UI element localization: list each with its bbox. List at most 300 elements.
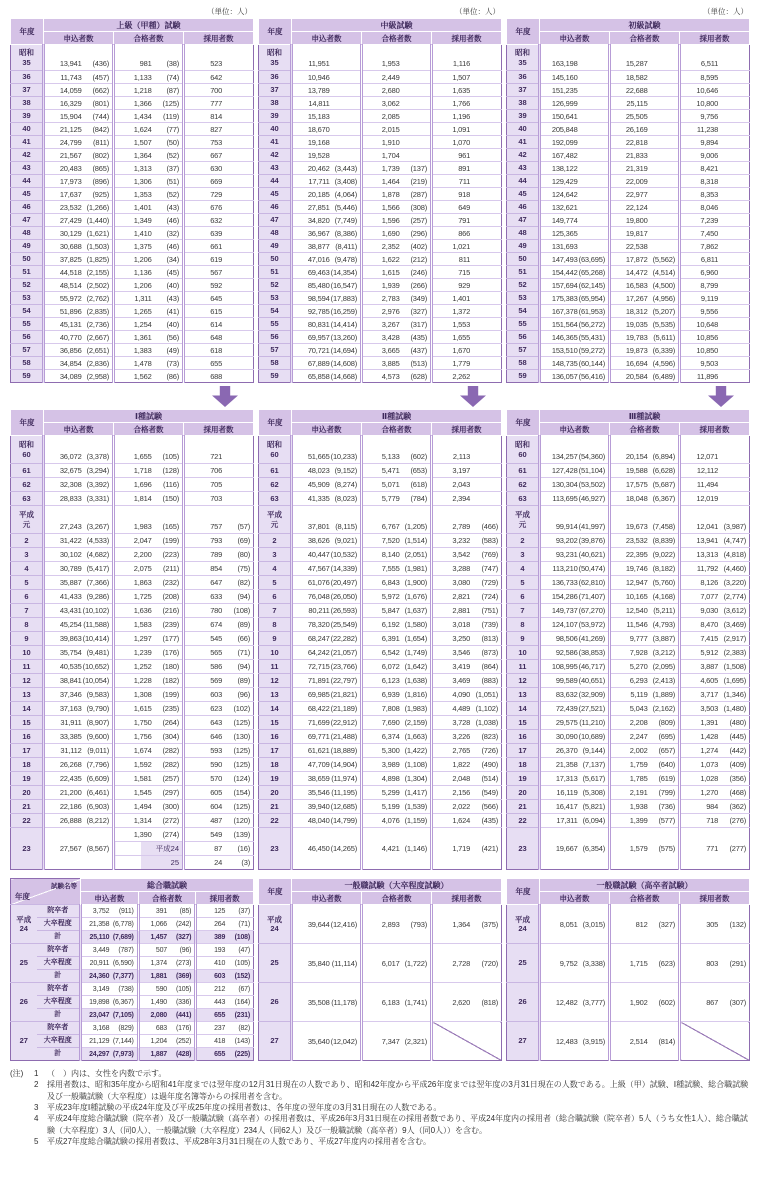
data-cell: 19,746 (8,182) xyxy=(610,562,680,576)
year-cell: 44 xyxy=(507,175,540,188)
table-row xyxy=(11,279,254,292)
col-header: 合格者数 xyxy=(114,423,184,436)
data-cell: 68,247 (22,282) xyxy=(292,632,362,646)
col-header: 申込者数 xyxy=(292,423,362,436)
year-cell: 14 xyxy=(259,702,292,716)
data-cell: 2,765 (726) xyxy=(432,744,502,758)
table-row xyxy=(259,201,502,214)
data-cell: 771 (277) xyxy=(680,828,750,870)
exam-type-cell: 院卒者 xyxy=(37,944,81,957)
data-cell: 46,450 (14,265) xyxy=(292,828,362,870)
year-cell: 昭和 35 xyxy=(507,45,540,71)
data-cell: 9,777 (3,887) xyxy=(610,632,680,646)
col-header: 合格者数 xyxy=(362,423,432,436)
data-cell: 961 xyxy=(432,149,502,162)
table-row xyxy=(507,716,750,730)
year-cell: 11 xyxy=(507,660,540,674)
data-cell: 193 (47) xyxy=(196,944,254,957)
data-cell: 12,540 (5,211) xyxy=(610,604,680,618)
table-row xyxy=(259,464,502,478)
year-cell: 54 xyxy=(507,305,540,318)
year-cell: 3 xyxy=(11,548,44,562)
year-cell: 26 xyxy=(11,983,37,1022)
table-row xyxy=(11,1009,254,1022)
data-cell: 1,655 (105) xyxy=(114,436,184,464)
data-cell: 619 xyxy=(184,253,254,266)
year-cell: 52 xyxy=(259,279,292,292)
table-row xyxy=(11,344,254,357)
data-cell: 8,595 xyxy=(680,71,750,84)
year-cell: 6 xyxy=(259,590,292,604)
table-row xyxy=(259,702,502,716)
data-cell: 1,759 (640) xyxy=(610,758,680,772)
data-cell: 812 (327) xyxy=(610,905,680,944)
data-cell: 1,696 (116) xyxy=(114,478,184,492)
data-cell: 418 (143) xyxy=(196,1035,254,1048)
data-cell: 39,644 (12,416) xyxy=(292,905,362,944)
exam-type-cell: 計 xyxy=(37,970,81,983)
table-row xyxy=(11,758,254,772)
table-row xyxy=(259,436,502,464)
data-cell: 26,888 (8,212) xyxy=(44,814,114,828)
table-row xyxy=(507,983,750,1022)
table-row xyxy=(259,814,502,828)
data-cell: 51,665 (10,233) xyxy=(292,436,362,464)
col-header: 合格者数 xyxy=(610,32,680,45)
year-cell: 25 xyxy=(507,944,540,983)
data-cell: 17,313 (5,617) xyxy=(540,772,610,786)
year-cell: 40 xyxy=(507,123,540,136)
table-row xyxy=(11,646,254,660)
data-cell: 5,847 (1,637) xyxy=(362,604,432,618)
table-row xyxy=(11,548,254,562)
col-header: 申込者数 xyxy=(44,32,114,45)
year-cell: 10 xyxy=(259,646,292,660)
table-row xyxy=(259,175,502,188)
table-row xyxy=(507,292,750,305)
unit-label: （単位：人） xyxy=(455,7,500,16)
data-cell: 2,047 (199) xyxy=(114,534,184,548)
exam-type-cell: 大卒程度 xyxy=(37,957,81,970)
data-cell: 603 (152) xyxy=(196,970,254,983)
data-cell: 33,385 (9,600) xyxy=(44,730,114,744)
col-header: 採用者数 xyxy=(680,32,750,45)
data-cell: 2,015 xyxy=(362,123,432,136)
data-cell: 124,107 (53,972) xyxy=(540,618,610,632)
data-cell: 125,365 xyxy=(540,227,610,240)
table-row xyxy=(11,716,254,730)
data-cell: 2,208 (809) xyxy=(610,716,680,730)
data-cell: 36,072 (3,378) xyxy=(44,436,114,464)
table-row xyxy=(11,1048,254,1061)
year-cell: 53 xyxy=(259,292,292,305)
data-cell: 1,739 (137) xyxy=(362,162,432,175)
table-row xyxy=(507,175,750,188)
year-cell: 昭和 60 xyxy=(11,436,44,464)
exam-type-cell: 計 xyxy=(37,1048,81,1061)
data-cell: 6,391 (1,654) xyxy=(362,632,432,646)
col-header: 採用者数 xyxy=(680,892,750,905)
data-cell: 108,995 (46,717) xyxy=(540,660,610,674)
data-cell: 753 xyxy=(184,136,254,149)
data-cell: 6,017 (1,722) xyxy=(362,944,432,983)
data-cell: 4,076 (1,159) xyxy=(362,814,432,828)
data-cell: 10,800 xyxy=(680,97,750,110)
data-cell: 615 xyxy=(184,305,254,318)
data-cell: 1,674 (282) xyxy=(114,744,184,758)
data-cell: 151,235 xyxy=(540,84,610,97)
year-cell: 37 xyxy=(11,84,44,97)
data-cell: 80,211 (26,593) xyxy=(292,604,362,618)
data-cell: 1,073 (409) xyxy=(680,758,750,772)
data-cell: 149,774 xyxy=(540,214,610,227)
year-cell: 13 xyxy=(507,688,540,702)
data-cell: 5,972 (1,676) xyxy=(362,590,432,604)
data-cell: 5,471 (653) xyxy=(362,464,432,478)
data-cell: 13,941 (436) xyxy=(44,45,114,71)
data-cell: 1,507 (50) xyxy=(114,136,184,149)
data-cell: 655 xyxy=(184,357,254,370)
col-header: 合格者数 xyxy=(610,892,680,905)
data-cell: 167,378 (61,953) xyxy=(540,305,610,318)
table-row xyxy=(11,436,254,464)
data-cell: 29,575 (11,210) xyxy=(540,716,610,730)
data-cell: 13,313 (4,818) xyxy=(680,548,750,562)
data-cell: 3,168 (829) xyxy=(81,1022,139,1035)
data-cell: 1,583 (239) xyxy=(114,618,184,632)
data-cell: 5,133 (602) xyxy=(362,436,432,464)
table-row xyxy=(507,357,750,370)
data-cell: 2,514 (814) xyxy=(610,1022,680,1061)
data-cell: 19,898 (6,367) xyxy=(81,996,139,1009)
data-cell: 19,035 (5,535) xyxy=(610,318,680,331)
table-row xyxy=(507,534,750,548)
data-cell: 192,099 xyxy=(540,136,610,149)
data-cell: 44,518 (2,155) xyxy=(44,266,114,279)
table-row xyxy=(507,604,750,618)
year-cell: 46 xyxy=(11,201,44,214)
data-cell: 87 (16) xyxy=(184,842,254,856)
table-row xyxy=(259,786,502,800)
data-cell: 1,206 (40) xyxy=(114,279,184,292)
data-cell: 38,659 (11,974) xyxy=(292,772,362,786)
table-row xyxy=(507,464,750,478)
year-cell: 18 xyxy=(507,758,540,772)
data-cell: 2,262 xyxy=(432,370,502,383)
data-cell: 1,704 xyxy=(362,149,432,162)
table-row xyxy=(259,253,502,266)
data-cell: 7,450 xyxy=(680,227,750,240)
data-cell: 1,228 (182) xyxy=(114,674,184,688)
data-cell: 9,503 xyxy=(680,357,750,370)
table-row xyxy=(259,123,502,136)
year-cell: 12 xyxy=(507,674,540,688)
data-cell: 9,756 xyxy=(680,110,750,123)
col-header: 採用者数 xyxy=(432,892,502,905)
data-cell: 2,789 (466) xyxy=(432,506,502,534)
unit-label: （単位：人） xyxy=(703,7,748,16)
year-cell: 20 xyxy=(259,786,292,800)
data-cell: 2,002 (657) xyxy=(610,744,680,758)
year-header: 年度 xyxy=(507,19,540,45)
col-header: 採用者数 xyxy=(432,423,502,436)
data-cell: 645 xyxy=(184,292,254,305)
year-cell: 2 xyxy=(507,534,540,548)
data-cell: 711 xyxy=(432,175,502,188)
table-row xyxy=(259,744,502,758)
year-cell: 11 xyxy=(11,660,44,674)
table-sogoshoku-shiken xyxy=(10,878,254,1061)
year-cell: 46 xyxy=(507,201,540,214)
data-cell: 16,119 (5,308) xyxy=(540,786,610,800)
col-header: 採用者数 xyxy=(196,892,254,905)
data-cell: 676 xyxy=(184,201,254,214)
table-row xyxy=(259,318,502,331)
data-cell: 8,353 xyxy=(680,188,750,201)
data-cell: 43,431 (10,102) xyxy=(44,604,114,618)
table-row xyxy=(507,1022,750,1061)
data-cell: 2,048 (514) xyxy=(432,772,502,786)
table-jokyu-shiken xyxy=(10,18,254,383)
transition-arrows xyxy=(10,386,750,407)
data-cell: 7,555 (1,981) xyxy=(362,562,432,576)
data-cell: 17,267 (4,956) xyxy=(610,292,680,305)
year-cell: 58 xyxy=(259,357,292,370)
data-cell: 1,581 (257) xyxy=(114,772,184,786)
year-cell: 5 xyxy=(11,576,44,590)
year-cell: 45 xyxy=(507,188,540,201)
data-cell: 3,887 (1,508) xyxy=(680,660,750,674)
table-row xyxy=(11,905,254,918)
table-row xyxy=(507,162,750,175)
table-row xyxy=(11,227,254,240)
data-cell: 130,304 (53,502) xyxy=(540,478,610,492)
table-ippanshoku-daisotsu xyxy=(258,878,502,1061)
down-arrow-icon xyxy=(708,386,734,407)
table-row xyxy=(259,730,502,744)
data-cell: 2,728 (720) xyxy=(432,944,502,983)
year-header: 年度 xyxy=(259,19,292,45)
data-cell: 22,538 xyxy=(610,240,680,253)
table-row xyxy=(507,436,750,464)
data-cell: 639 xyxy=(184,227,254,240)
table-row xyxy=(259,279,502,292)
data-cell: 35,840 (11,114) xyxy=(292,944,362,983)
year-cell: 19 xyxy=(11,772,44,786)
data-cell: 80,831 (14,414) xyxy=(292,318,362,331)
data-cell: 7,928 (3,212) xyxy=(610,646,680,660)
table-row xyxy=(259,344,502,357)
table-row xyxy=(259,590,502,604)
year-cell: 53 xyxy=(507,292,540,305)
year-cell: 14 xyxy=(507,702,540,716)
year-cell: 47 xyxy=(259,214,292,227)
year-cell: 25 xyxy=(11,944,37,983)
data-cell: 1,566 (308) xyxy=(362,201,432,214)
data-cell: 5,270 (2,095) xyxy=(610,660,680,674)
data-cell: 99,914 (41,997) xyxy=(540,506,610,534)
data-cell: 14,472 (4,514) xyxy=(610,266,680,279)
data-cell: 21,358 (6,778) xyxy=(81,918,139,931)
table-row xyxy=(11,534,254,548)
data-cell: 20,483 (865) xyxy=(44,162,114,175)
table-row xyxy=(11,674,254,688)
data-cell: 1,766 xyxy=(432,97,502,110)
data-cell: 1,655 xyxy=(432,331,502,344)
data-cell: 45,131 (2,736) xyxy=(44,318,114,331)
data-cell: 1,374 (273) xyxy=(138,957,196,970)
data-cell: 17,575 (5,687) xyxy=(610,478,680,492)
table-row xyxy=(259,604,502,618)
data-cell: 1,553 xyxy=(432,318,502,331)
data-cell: 5,300 (1,422) xyxy=(362,744,432,758)
data-cell: 8,126 (3,220) xyxy=(680,576,750,590)
data-cell: 30,789 (5,417) xyxy=(44,562,114,576)
year-cell: 16 xyxy=(507,730,540,744)
table-title: 一般職試験（高卒者試験） xyxy=(540,879,750,892)
data-cell: 157,694 (62,145) xyxy=(540,279,610,292)
data-cell: 45,909 (8,274) xyxy=(292,478,362,492)
table-title: Ⅲ種試験 xyxy=(540,410,750,423)
data-cell: 34,854 (2,836) xyxy=(44,357,114,370)
table-row xyxy=(11,331,254,344)
table-row xyxy=(11,162,254,175)
data-cell: 7,808 (1,983) xyxy=(362,702,432,716)
data-cell: 18,670 xyxy=(292,123,362,136)
data-cell: 167,482 xyxy=(540,149,610,162)
data-cell: 2,156 (549) xyxy=(432,786,502,800)
note-item xyxy=(10,1136,750,1147)
exam-type-cell: 院卒者 xyxy=(37,983,81,996)
table-row xyxy=(11,562,254,576)
data-table xyxy=(10,18,254,383)
data-cell: 10,648 xyxy=(680,318,750,331)
table-row xyxy=(507,123,750,136)
data-table xyxy=(506,409,750,870)
data-cell: 1,308 (199) xyxy=(114,688,184,702)
data-cell: 1,066 (242) xyxy=(138,918,196,931)
year-cell: 54 xyxy=(259,305,292,318)
year-cell: 平成 24 xyxy=(11,905,37,944)
data-cell: 22,186 (6,903) xyxy=(44,800,114,814)
year-cell: 23 xyxy=(11,828,44,870)
exam-type-cell: 計 xyxy=(37,1009,81,1022)
year-cell: 50 xyxy=(11,253,44,266)
table-row xyxy=(507,905,750,944)
data-cell: 1,983 (165) xyxy=(114,506,184,534)
year-cell: 37 xyxy=(259,84,292,97)
year-cell: 38 xyxy=(507,97,540,110)
exam-type-cell: 院卒者 xyxy=(37,905,81,918)
data-cell: 1,719 (421) xyxy=(432,828,502,870)
year-cell: 12 xyxy=(259,674,292,688)
data-cell: 22,977 xyxy=(610,188,680,201)
data-cell: 3,546 (873) xyxy=(432,646,502,660)
col-header: 申込者数 xyxy=(81,892,139,905)
data-cell: 1,939 (266) xyxy=(362,279,432,292)
year-cell: 37 xyxy=(507,84,540,97)
table-row xyxy=(11,357,254,370)
data-cell: 6,767 (1,205) xyxy=(362,506,432,534)
year-cell: 42 xyxy=(507,149,540,162)
data-cell: 26,370 (9,144) xyxy=(540,744,610,758)
data-cell: 45,254 (11,588) xyxy=(44,618,114,632)
data-cell: 34,089 (2,958) xyxy=(44,370,114,383)
data-cell: 13,941 (4,747) xyxy=(680,534,750,548)
data-cell: 16,329 (801) xyxy=(44,97,114,110)
data-cell: 1,953 xyxy=(362,45,432,71)
data-cell: 545 (66) xyxy=(184,632,254,646)
data-cell: 590 (125) xyxy=(184,758,254,772)
data-cell: 3,885 (513) xyxy=(362,357,432,370)
data-cell: 17,711 (3,408) xyxy=(292,175,362,188)
data-cell: 793 (69) xyxy=(184,534,254,548)
note-item xyxy=(10,1113,750,1136)
data-cell: 30,688 (1,503) xyxy=(44,240,114,253)
year-cell: 59 xyxy=(259,370,292,383)
table-row xyxy=(507,674,750,688)
data-cell: 1,070 xyxy=(432,136,502,149)
data-cell: 19,667 (6,354) xyxy=(540,828,610,870)
data-cell: 15,287 xyxy=(610,45,680,71)
table-row xyxy=(259,45,502,71)
table-row xyxy=(259,240,502,253)
data-cell: 655 (231) xyxy=(196,1009,254,1022)
table-row xyxy=(259,162,502,175)
data-cell: 11,546 (4,793) xyxy=(610,618,680,632)
data-cell: 5,912 (2,383) xyxy=(680,646,750,660)
data-cell: 12,041 (3,987) xyxy=(680,506,750,534)
data-cell: 150,641 xyxy=(540,110,610,123)
data-cell: 5,119 (1,889) xyxy=(610,688,680,702)
data-cell: 19,528 xyxy=(292,149,362,162)
data-cell: 705 xyxy=(184,478,254,492)
data-cell: 3,717 (1,346) xyxy=(680,688,750,702)
col-header: 申込者数 xyxy=(540,32,610,45)
data-cell: 604 (125) xyxy=(184,800,254,814)
table-row xyxy=(11,828,254,842)
data-cell: 19,588 (6,628) xyxy=(610,464,680,478)
data-cell: 72,715 (23,766) xyxy=(292,660,362,674)
data-cell: 6,542 (1,749) xyxy=(362,646,432,660)
year-cell: 3 xyxy=(259,548,292,562)
data-cell: 93,231 (40,621) xyxy=(540,548,610,562)
year-header: 年度 xyxy=(259,410,292,436)
data-cell: 24,297 (7,973) xyxy=(81,1048,139,1061)
data-cell: 2,976 (327) xyxy=(362,305,432,318)
year-cell: 48 xyxy=(259,227,292,240)
year-cell: 17 xyxy=(259,744,292,758)
data-cell: 1,361 (56) xyxy=(114,331,184,344)
data-cell: 590 (105) xyxy=(138,983,196,996)
table-row xyxy=(11,1035,254,1048)
data-cell: 1,507 xyxy=(432,71,502,84)
data-cell: 6,072 (1,642) xyxy=(362,660,432,674)
data-cell: 1,270 (468) xyxy=(680,786,750,800)
year-cell: 41 xyxy=(507,136,540,149)
col-header: 合格者数 xyxy=(362,32,432,45)
year-cell: 58 xyxy=(507,357,540,370)
data-cell: 125 (37) xyxy=(196,905,254,918)
data-cell: 1,383 (49) xyxy=(114,344,184,357)
data-cell: 2,191 (799) xyxy=(610,786,680,800)
table-row xyxy=(507,279,750,292)
data-cell: 11,792 (4,460) xyxy=(680,562,750,576)
data-cell: 21,319 xyxy=(610,162,680,175)
year-cell: 19 xyxy=(259,772,292,786)
year-cell: 47 xyxy=(11,214,44,227)
year-cell: 26 xyxy=(507,983,540,1022)
